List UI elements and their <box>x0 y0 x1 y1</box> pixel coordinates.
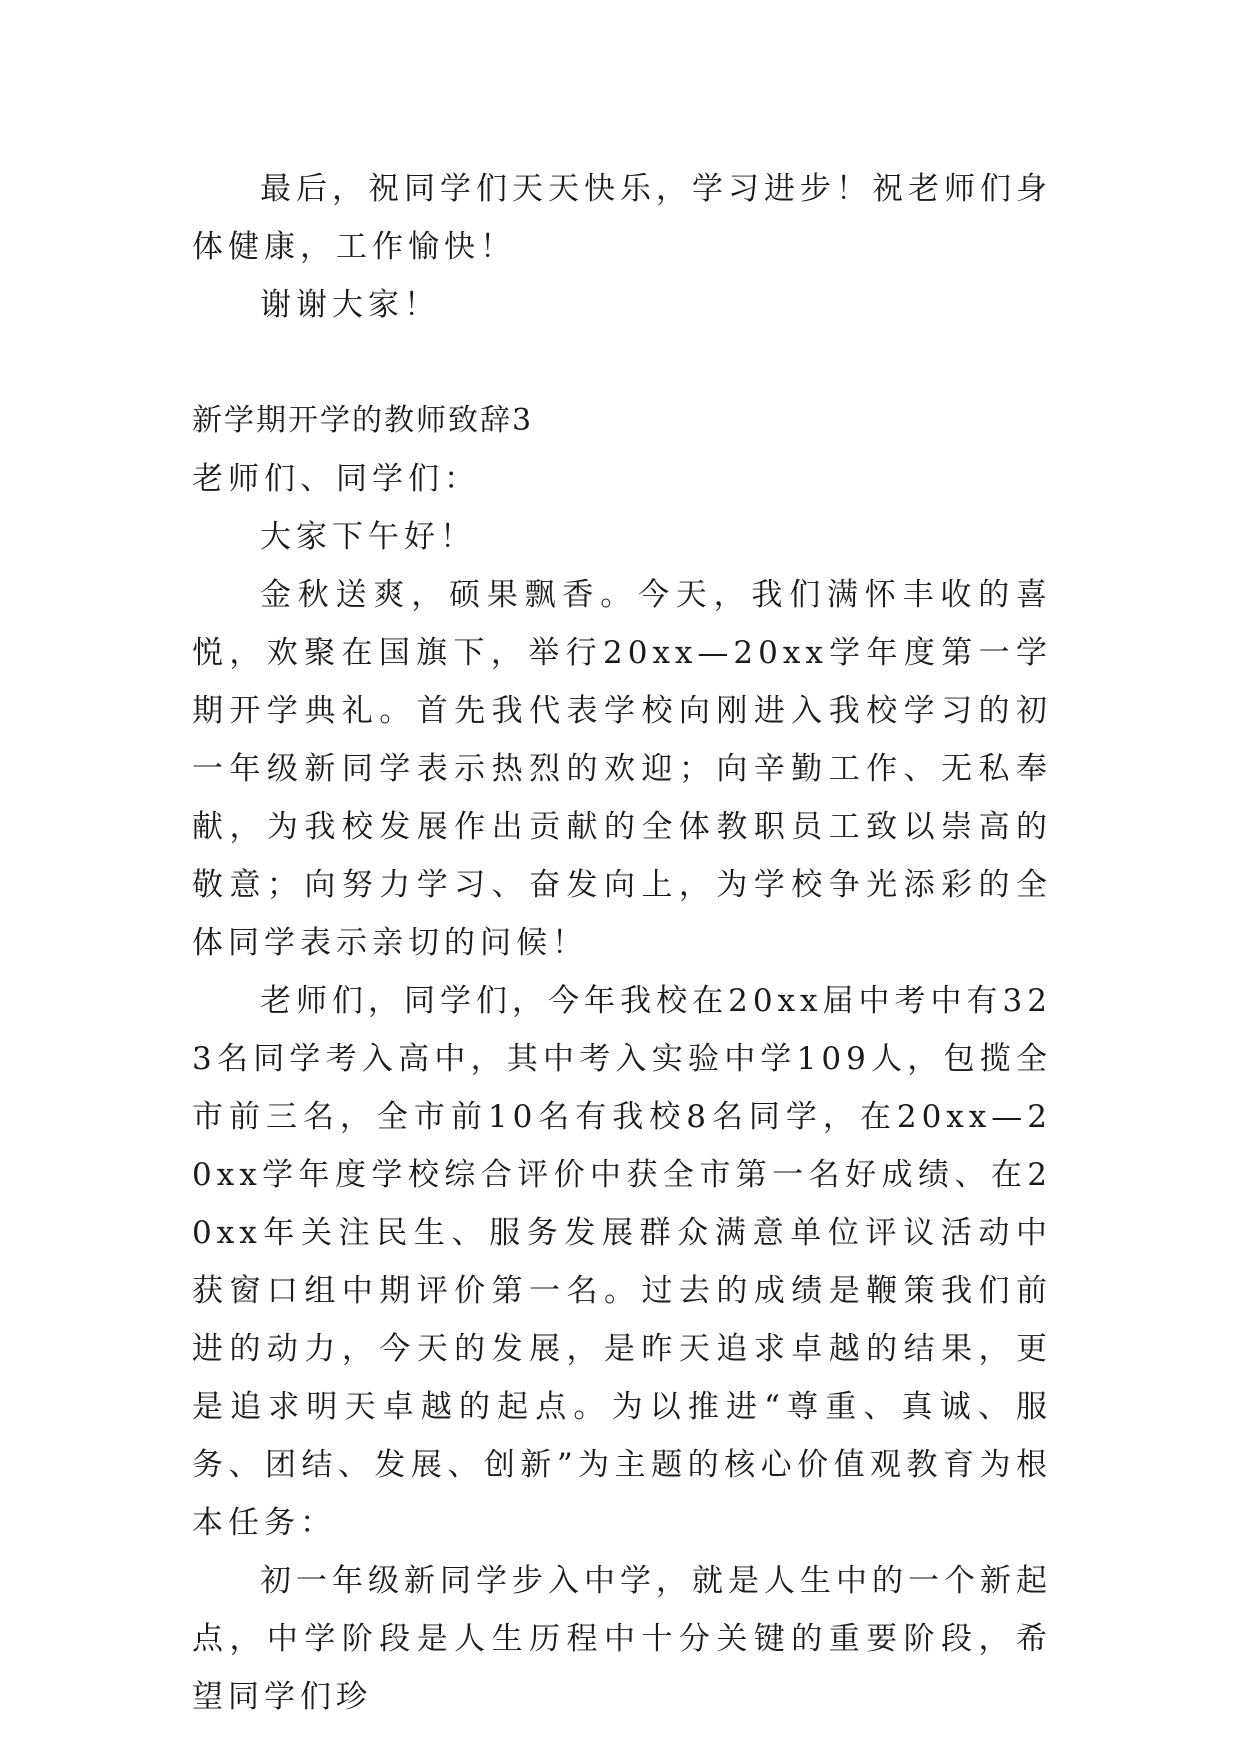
section-gap <box>192 334 1052 392</box>
salutation: 老师们、同学们： <box>192 461 480 497</box>
new-students-paragraph: 初一年级新同学步入中学，就是人生中的一个新起点，中学阶段是人生历程中十分关键的重要阶段，希望同学们珍 <box>192 1563 1052 1715</box>
closing-wish-paragraph: 最后，祝同学们天天快乐，学习进步！祝老师们身体健康，工作愉快！ <box>192 171 1052 265</box>
section-title: 新学期开学的教师致辞3 <box>192 403 534 438</box>
opening-paragraph: 金秋送爽，硕果飘香。今天，我们满怀丰收的喜悦，欢聚在国旗下，举行20xx—20xx学年度第一学期开学典礼。首先我代表学校向刚进入我校学习的初一年级新同学表示热烈的欢迎；向辛勤工作、无私奉献，为我校发展作出贡献的全体教职员工致以崇高的敬意；向努力学习、奋发向上，为学校争光添彩的全体同学表示亲切的问候！ <box>192 577 1052 961</box>
document-body <box>192 160 1052 1726</box>
greeting-paragraph: 大家下午好！ <box>260 519 476 555</box>
achievements-paragraph: 老师们，同学们，今年我校在20xx届中考中有323名同学考入高中，其中考入实验中学109人，包揽全市前三名，全市前10名有我校8名同学，在20xx—20xx学年度学校综合评价中获全市第一名好成绩、在20xx年关注民生、服务发展群众满意单位评议活动中获窗口组中期评价第一名。过去的成绩是鞭策我们前进的动力，今天的发展，是昨天追求卓越的结果，更是追求明天卓越的起点。为以推进“尊重、真诚、服务、团结、发展、创新”为主题的核心价值观教育为根本任务： <box>192 983 1052 1541</box>
thanks-paragraph: 谢谢大家！ <box>260 287 440 323</box>
